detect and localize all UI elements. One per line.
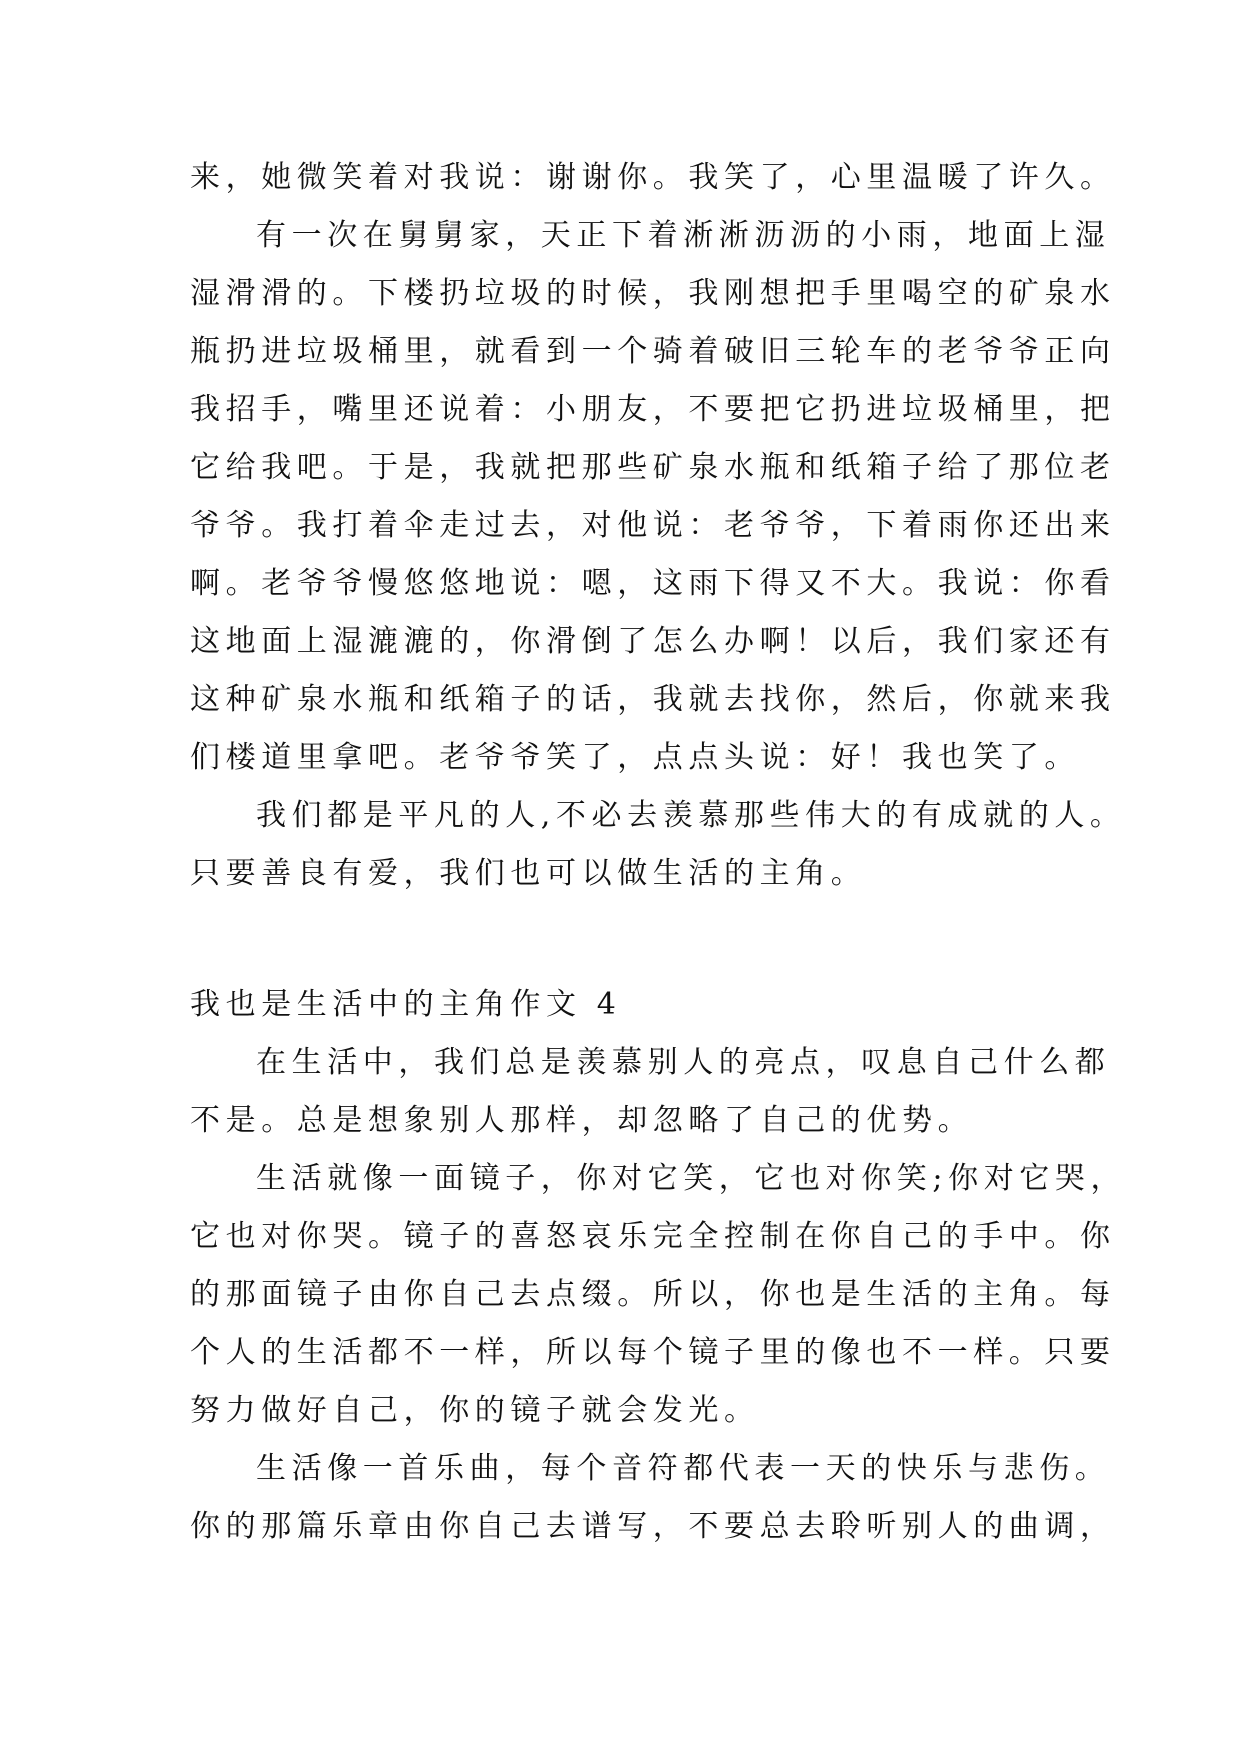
text-line: 来，她微笑着对我说：谢谢你。我笑了，心里温暖了许久。 bbox=[190, 160, 1116, 195]
text-line: 生活像一首乐曲，每个音符都代表一天的快乐与悲伤。 bbox=[256, 1451, 1111, 1486]
text-line: 我们都是平凡的人,不必去羡慕那些伟大的有成就的人。 bbox=[256, 798, 1126, 833]
text-line: 在生活中，我们总是羡慕别人的亮点，叹息自己什么都 bbox=[256, 1045, 1111, 1080]
text-line: 不是。总是想象别人那样，却忽略了自己的优势。 bbox=[190, 1103, 974, 1138]
text-line: 啊。老爷爷慢悠悠地说：嗯，这雨下得又不大。我说：你看 bbox=[190, 566, 1116, 601]
text-line: 们楼道里拿吧。老爷爷笑了，点点头说：好！我也笑了。 bbox=[190, 740, 1080, 775]
text-line: 的那面镜子由你自己去点缀。所以，你也是生活的主角。每 bbox=[190, 1277, 1116, 1312]
text-line: 有一次在舅舅家，天正下着淅淅沥沥的小雨，地面上湿 bbox=[256, 218, 1111, 253]
text-line: 你的那篇乐章由你自己去谱写，不要总去聆听别人的曲调， bbox=[190, 1509, 1116, 1544]
text-line: 我招手，嘴里还说着：小朋友，不要把它扔进垃圾桶里，把 bbox=[190, 392, 1116, 427]
text-line: 生活就像一面镜子，你对它笑，它也对你笑;你对它哭， bbox=[256, 1161, 1127, 1196]
section-title: 我也是生活中的主角作文 4 bbox=[190, 987, 622, 1022]
text-line: 这地面上湿漉漉的，你滑倒了怎么办啊！以后，我们家还有 bbox=[190, 624, 1116, 659]
text-line: 爷爷。我打着伞走过去，对他说：老爷爷，下着雨你还出来 bbox=[190, 508, 1116, 543]
text-line: 它给我吧。于是，我就把那些矿泉水瓶和纸箱子给了那位老 bbox=[190, 450, 1116, 485]
text-line: 它也对你哭。镜子的喜怒哀乐完全控制在你自己的手中。你 bbox=[190, 1219, 1116, 1254]
text-line: 湿滑滑的。下楼扔垃圾的时候，我刚想把手里喝空的矿泉水 bbox=[190, 276, 1116, 311]
text-line: 只要善良有爱，我们也可以做生活的主角。 bbox=[190, 856, 867, 891]
text-line: 瓶扔进垃圾桶里，就看到一个骑着破旧三轮车的老爷爷正向 bbox=[190, 334, 1116, 369]
text-line: 这种矿泉水瓶和纸箱子的话，我就去找你，然后，你就来我 bbox=[190, 682, 1116, 717]
text-line: 个人的生活都不一样，所以每个镜子里的像也不一样。只要 bbox=[190, 1335, 1116, 1370]
text-line: 努力做好自己，你的镜子就会发光。 bbox=[190, 1393, 760, 1428]
